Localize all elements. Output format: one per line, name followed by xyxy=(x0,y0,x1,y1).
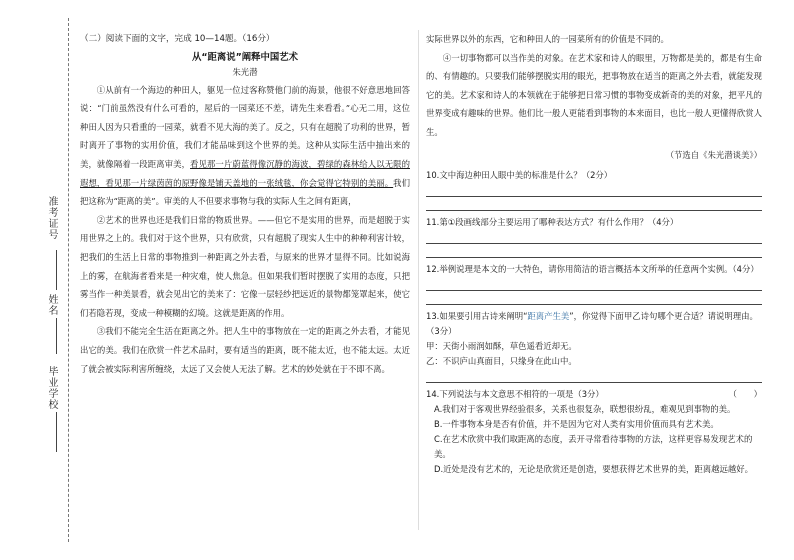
paragraph-2: ②艺术的世界也还是我们日常的物质世界。——但它不是实用的世界，而是超脱于实用世界之上的。我们对于这个世界，只有欣赏，只有超脱了现实人生中的种种利害计较，把我们的生活上日常的事物推到一种距离之外去看，与原来的世界才显得不同。比如说海上的雾，在航海者看来是一种灾难，使人焦急。但如果我们暂时摆脱了实用的态度，只把雾当作一种美景看，就会见出它的美来了：它像一层轻纱把远近的景物都笼罩起来，使它们若隐若现，变成一种模糊的幻境。这就是距离的作用。 xyxy=(80,214,410,318)
column-divider xyxy=(418,30,419,530)
underlined-sentence: 看见那一片蔚蓝得像沉静的海波，碧绿的森林给人以无限的遐想，看见那一片绿茵茵的原野像是铺天盖地的一张绒毯，你会觉得它特别的美丽。 xyxy=(80,158,410,188)
option-d[interactable]: D.近处是没有艺术的，无论是欣赏还是创造，要想获得艺术世界的美，距离越远越好。 xyxy=(434,464,753,475)
answer-blank[interactable]: （ ） xyxy=(728,389,762,400)
answer-line[interactable] xyxy=(426,183,762,197)
option-a[interactable]: A.我们对于客观世界经验很多，关系也很复杂，联想很纷乱，难观见到事物的美。 xyxy=(434,404,736,415)
answer-line[interactable] xyxy=(426,197,762,211)
answer-line[interactable] xyxy=(426,230,762,244)
answer-line[interactable] xyxy=(426,291,762,305)
questions-column xyxy=(426,30,762,477)
poem-option-b: 乙：不识庐山真面目，只缘身在此山中。 xyxy=(426,356,577,367)
section-heading: （二）阅读下面的文字，完成 10—14题。（16分） xyxy=(80,34,275,44)
school-field[interactable] xyxy=(56,412,57,452)
question-13: 13.如果要引用古诗来阐明“距离产生美”，你觉得下面甲乙诗句哪个更合适？请说明理由。（3分） xyxy=(426,311,758,337)
answer-line[interactable] xyxy=(426,277,762,291)
paragraph-1: ①从前有一个海边的种田人，躯见一位过客称赞他门前的海景，他很不好意思地回答说：“门前虽然没有什么可看的，屋后的一园菜还不差，请先生来看看。”心无二用，这位种田人因为只看重的一园菜，就看不见大海的美了。反之，只有在超脱了功利的世界，暂时离开了事物的实用价值，我们才能品味到这个世界的美。这种从实际生活中抽出来的美，就像隔着一段距离审美，看见那一片蔚蓝得像沉静的海波，碧绿的森林给人以无限的遐想，看见那一片绿茵茵的原野像是铺天盖地的一张绒毯，你会觉得它特别的美丽。我们把这称为“距离的美”。审美的人不但要求事物与我的实际人生之间有距离， xyxy=(80,84,411,207)
exam-id-field[interactable] xyxy=(56,250,57,290)
passage-author: 朱光潜 xyxy=(232,66,258,77)
question-14: 14.下列说法与本文意思不相符的一项是（3分） （ ） xyxy=(426,387,762,402)
question-12: 12.举例说理是本文的一大特色，请你用简洁的语言概括本文所举的任意两个实例。（4分） xyxy=(426,264,759,275)
option-b[interactable]: B.一件事物本身是否有价值，并不是因为它对人类有实用价值而具有艺术美。 xyxy=(434,419,719,430)
highlighted-phrase: 距离产生美 xyxy=(527,311,570,322)
exam-id-label: 准考证号 xyxy=(46,196,57,240)
passage-title: 从“距离说”阐释中国艺术 xyxy=(191,51,299,63)
paragraph-3: ③我们不能完全生活在距离之外。把人生中的事物放在一定的距离之外去看，才能见出它的美。我们在欣赏一件艺术品时，要有适当的距离，既不能太近，也不能太远。太近了就会被实际利害所缠绕，太远了又会使人无法了解。艺术的妙处就在于不即不离。 xyxy=(80,326,410,374)
question-10: 10.文中海边种田人眼中美的标准是什么？（2分） xyxy=(426,170,613,181)
answer-line[interactable] xyxy=(426,244,762,258)
reading-passage-column xyxy=(80,30,410,378)
binding-dashed-line xyxy=(68,18,69,542)
option-c[interactable]: C.在艺术欣赏中我们取距离的态度，丢开寻常看待事物的方法，这样更容易发现艺术的美。 xyxy=(434,434,753,460)
name-label: 姓名 xyxy=(46,294,57,316)
paragraph-3-continued: 实际世界以外的东西，它和种田人的一园菜所有的价值是不同的。 xyxy=(426,34,669,44)
poem-option-a: 甲：天街小雨润如酥，草色遥看近却无。 xyxy=(426,341,577,352)
answer-line[interactable] xyxy=(426,369,762,383)
source-note: （节选自《朱光潜谈美》） xyxy=(665,149,762,160)
binding-margin xyxy=(0,0,80,560)
paragraph-4: ④一切事物都可以当作美的对象。在艺术家和诗人的眼里，万物都是美的，都是有生命的、有情趣的。只要我们能够摆脱实用的眼光，把事物放在适当的距离之外去看，就能发现它的美。艺术家和诗人的本领就在于能够把日常习惯的事物变成新奇的美的对象，把平凡的世界变成有趣味的世界。他们比一般人更能看到事物的本来面目，也比一般人更懂得欣赏人生。 xyxy=(426,52,762,137)
school-label: 毕业学校 xyxy=(46,366,57,410)
question-11: 11.第①段画线部分主要运用了哪种表达方式？有什么作用？（4分） xyxy=(426,217,679,228)
name-field[interactable] xyxy=(56,318,57,354)
